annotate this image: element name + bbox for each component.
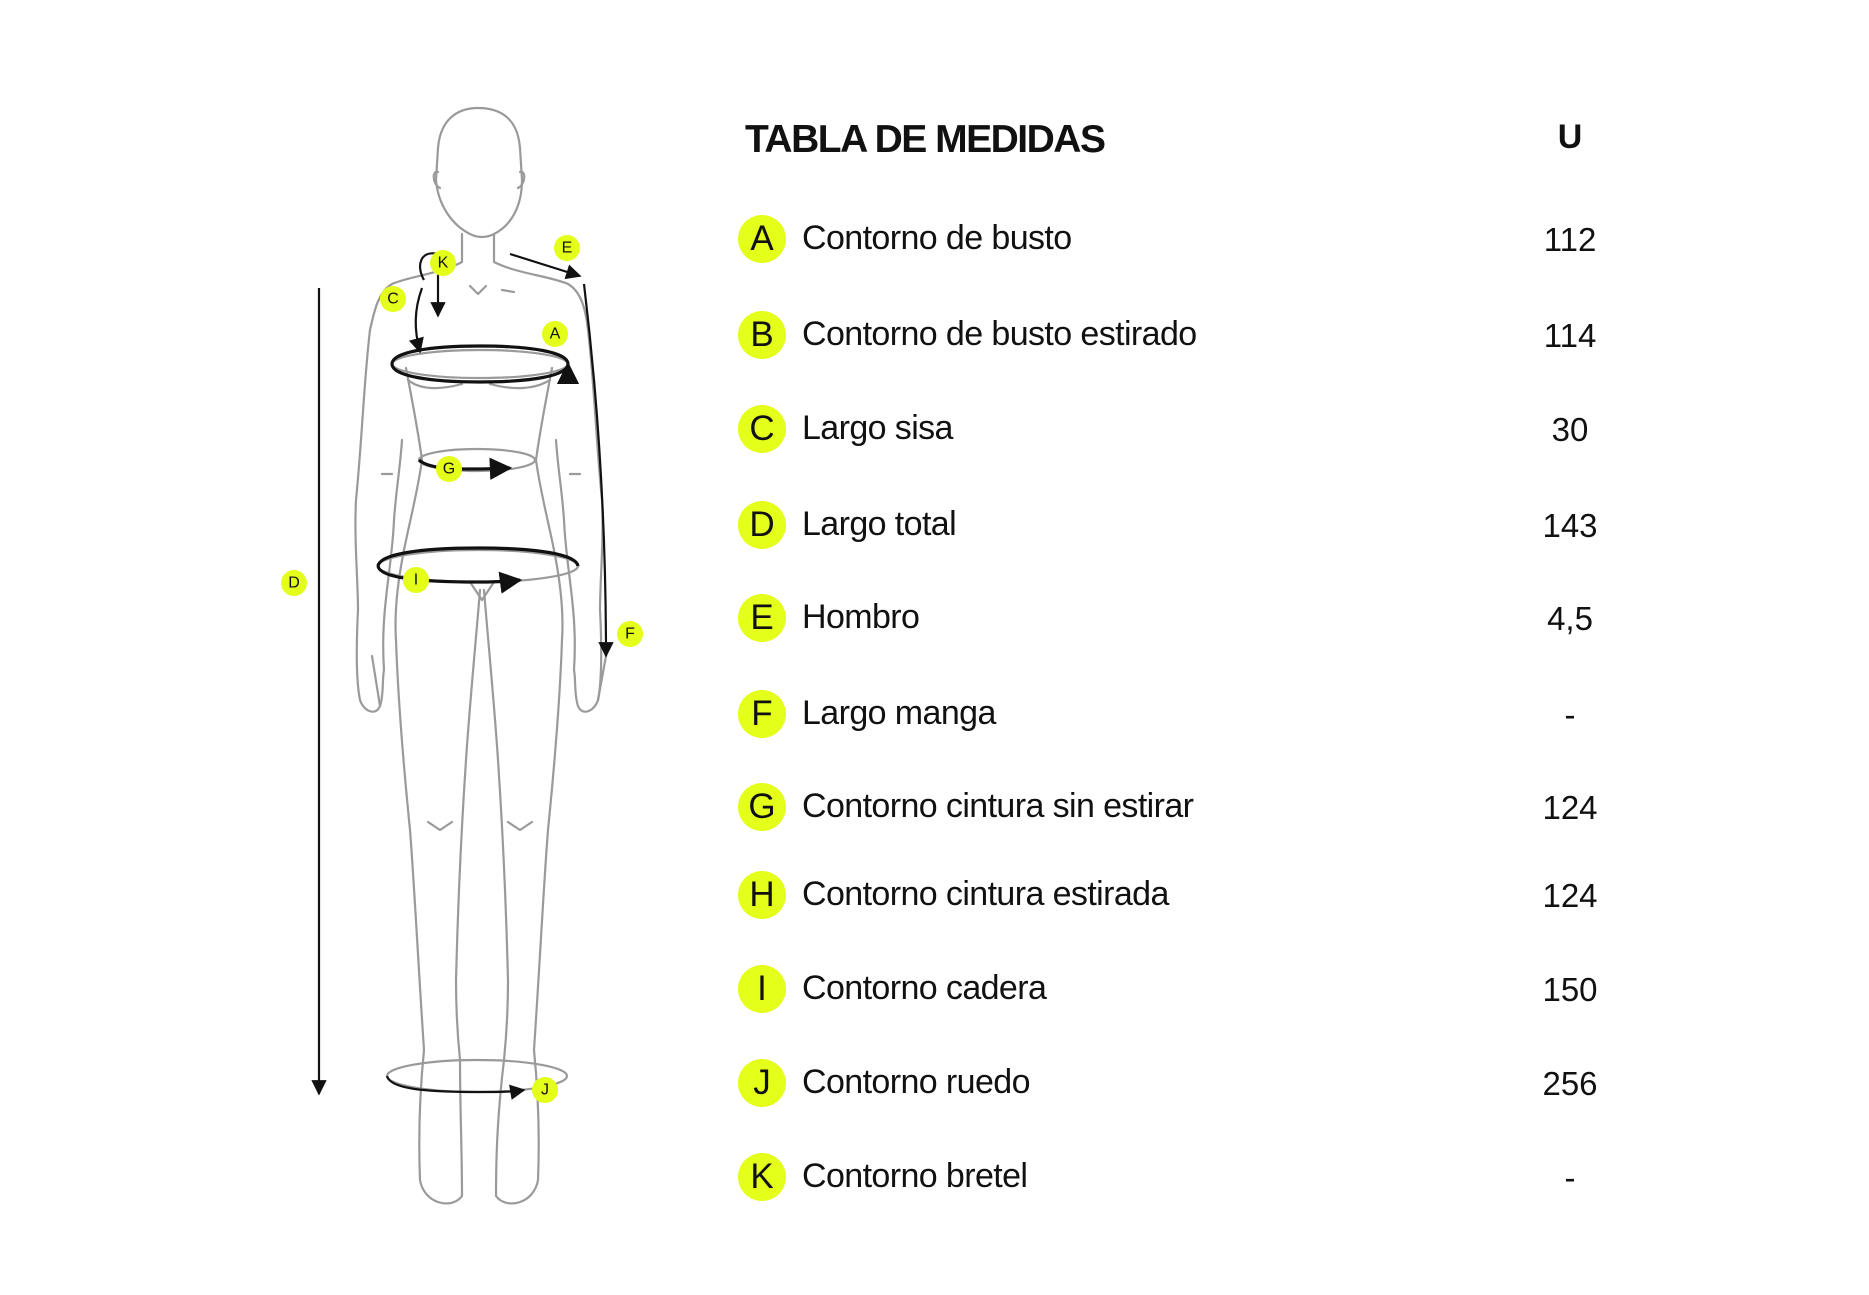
table-title: TABLA DE MEDIDAS (745, 118, 1105, 161)
measurement-row-j (738, 1059, 1638, 1111)
row-value: 114 (1543, 317, 1597, 354)
row-label: Contorno cintura estirada (802, 875, 1169, 913)
svg-text:K: K (437, 254, 449, 272)
row-value: 124 (1542, 877, 1598, 914)
marker-f (617, 621, 643, 647)
svg-text:E: E (561, 239, 573, 257)
measurement-row-h (738, 871, 1638, 923)
marker-c (380, 286, 406, 312)
row-label: Contorno de busto (802, 219, 1072, 257)
row-label: Largo manga (802, 694, 996, 732)
row-label: Hombro (802, 598, 920, 636)
row-value: 150 (1542, 971, 1598, 1008)
row-letter-badge: A (738, 215, 786, 263)
row-label: Contorno cintura sin estirar (802, 787, 1194, 825)
row-value: 124 (1542, 789, 1598, 826)
row-value: 143 (1542, 507, 1598, 544)
row-label: Contorno bretel (802, 1157, 1028, 1195)
svg-text:A: A (549, 325, 561, 343)
row-letter-badge: D (738, 501, 786, 549)
svg-text:C: C (387, 290, 399, 308)
measurement-row-a (738, 215, 1638, 267)
row-letter-badge: C (738, 405, 786, 453)
marker-a (542, 321, 568, 347)
svg-text:I: I (413, 571, 419, 589)
measurement-row-i (738, 965, 1638, 1017)
measurement-row-b (738, 311, 1638, 363)
row-value: - (1564, 1159, 1576, 1196)
marker-k (430, 250, 456, 276)
measurement-row-c (738, 405, 1638, 457)
body-measurement-figure (0, 0, 740, 1295)
row-letter-badge: J (738, 1059, 786, 1107)
row-label: Largo total (802, 505, 957, 543)
row-value: 112 (1543, 221, 1597, 258)
measurement-row-f (738, 690, 1638, 742)
measurement-row-d (738, 501, 1638, 553)
row-label: Contorno ruedo (802, 1063, 1030, 1101)
row-letter-badge: K (738, 1153, 786, 1201)
svg-text:F: F (625, 625, 635, 643)
svg-text:D: D (288, 574, 300, 592)
marker-g (436, 456, 462, 482)
row-letter-badge: G (738, 783, 786, 831)
measurement-row-g (738, 783, 1638, 835)
marker-e (554, 235, 580, 261)
svg-text:G: G (442, 460, 456, 478)
row-letter-badge: I (738, 965, 786, 1013)
marker-d (281, 570, 307, 596)
row-value: 256 (1542, 1065, 1598, 1102)
row-letter-badge: B (738, 311, 786, 359)
measurement-row-k (738, 1153, 1638, 1205)
row-value: 4,5 (1547, 600, 1593, 637)
marker-j (532, 1077, 558, 1103)
row-letter-badge: H (738, 871, 786, 919)
row-value: 30 (1551, 411, 1589, 448)
svg-text:J: J (541, 1081, 549, 1099)
row-value: - (1564, 696, 1576, 733)
row-letter-badge: F (738, 690, 786, 738)
size-column-header: U (1557, 118, 1583, 156)
row-label: Largo sisa (802, 409, 953, 447)
row-letter-badge: E (738, 594, 786, 642)
row-label: Contorno de busto estirado (802, 315, 1197, 353)
marker-i (403, 567, 429, 593)
measurement-row-e (738, 594, 1638, 646)
row-label: Contorno cadera (802, 969, 1047, 1007)
